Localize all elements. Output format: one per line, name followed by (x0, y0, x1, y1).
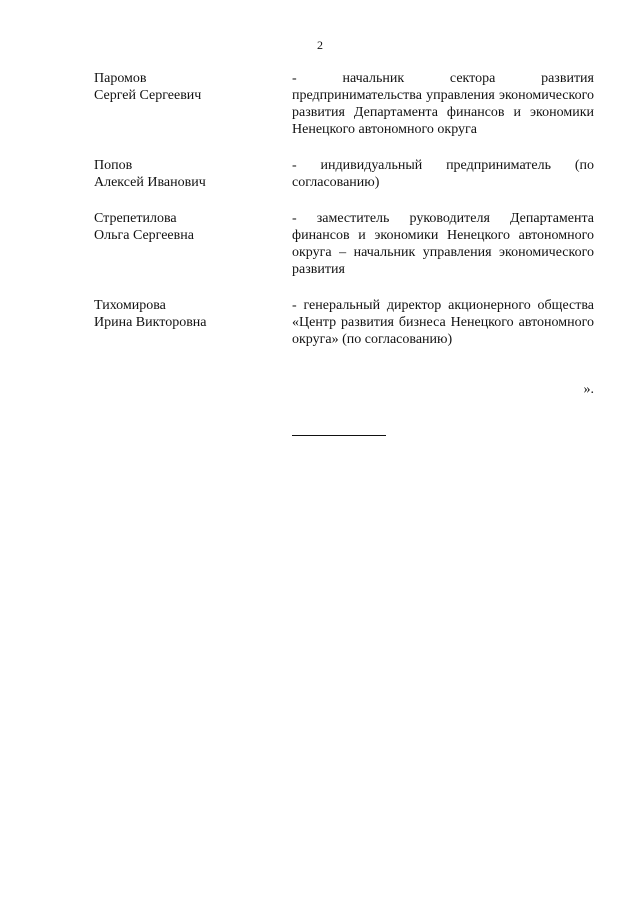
member-position: - генеральный директор акционерного общества «Центр развития бизнеса Ненецкого автономного округа» (по согласованию) (292, 298, 594, 347)
member-given-names: Алексей Иванович (94, 175, 206, 190)
member-name (94, 70, 292, 138)
end-rule (292, 435, 386, 436)
member-name (94, 297, 292, 348)
page-number: 2 (317, 38, 323, 52)
closing-quote-mark: ». (583, 382, 594, 397)
list-item (94, 157, 594, 191)
member-name (94, 157, 292, 191)
member-position: - заместитель руководителя Департамента финансов и экономики Ненецкого автономного округа – начальник управления экономического развития (292, 211, 594, 277)
member-surname: Стрепетилова (94, 211, 177, 226)
member-name (94, 210, 292, 278)
list-item (94, 70, 594, 138)
list-item (94, 297, 594, 348)
member-given-names: Ольга Сергеевна (94, 228, 194, 243)
member-given-names: Сергей Сергеевич (94, 88, 202, 103)
member-position: - начальник сектора развития предпринимательства управления экономического развития Департамента финансов и экономики Ненецкого автономного округа (292, 71, 594, 137)
member-surname: Тихомирова (94, 298, 166, 313)
member-position: - индивидуальный предприниматель (по согласованию) (292, 158, 594, 190)
member-surname: Попов (94, 158, 133, 173)
member-list (94, 70, 594, 348)
list-item (94, 210, 594, 278)
member-given-names: Ирина Викторовна (94, 315, 207, 330)
member-surname: Паромов (94, 71, 147, 86)
